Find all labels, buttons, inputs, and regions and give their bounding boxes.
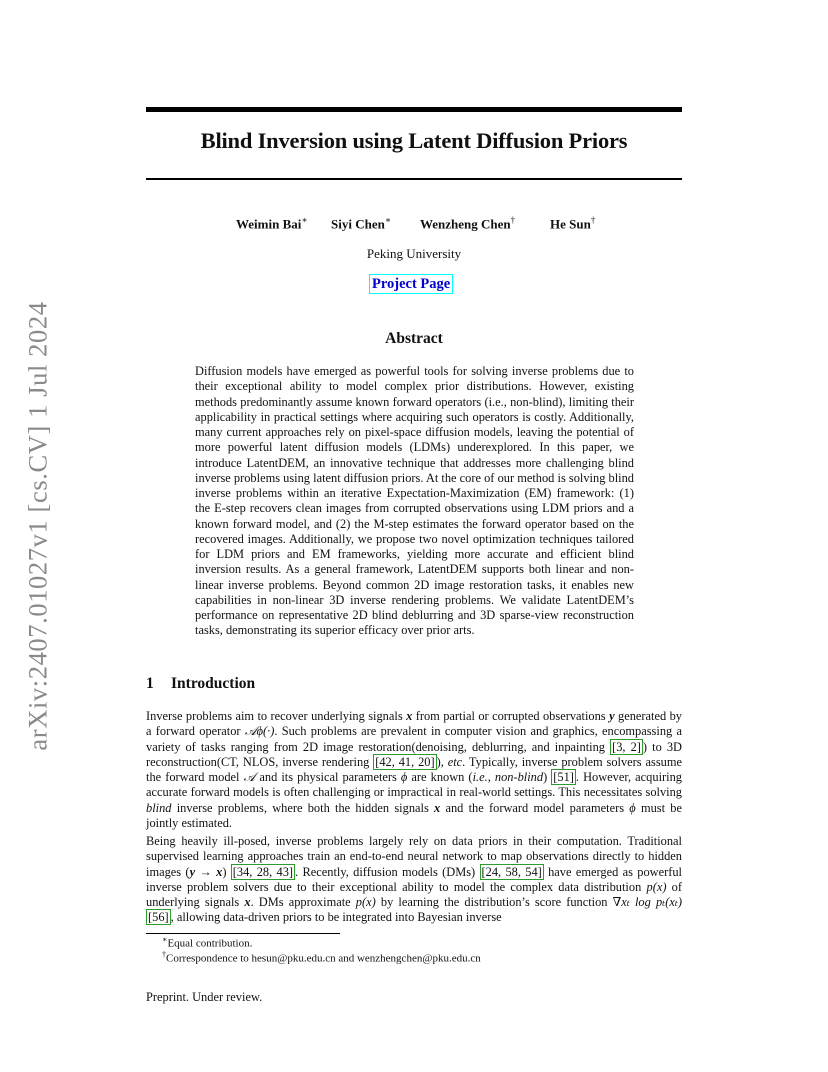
abstract-text: Diffusion models have emerged as powerful tools for solving inverse problems due to their exceptional ability to model complex prior distributions. However, existing methods predominantly assume known forward operators (i.e., non-blind), limiting their applicability in practical settings where acquiring such operators is costly. Additionally, many current approaches rely on pixel-space diffusion models, leaving the potential of more powerful latent diffusion models (LDMs) underexplored. In this paper, we introduce LatentDEM, an innovative technique that addresses more challenging blind inverse problems using latent diffusion priors. At the core of our method is solving blind inverse problems within an iterative Expectation-Maximization (EM) framework: (1) the E-step recovers clean images from corrupted observations using LDM priors and a known forward model, and (2) the M-step estimates the forward operator based on the recovered images. Additionally, we propose two novel optimization techniques tailored for LDM priors and EM frameworks, yielding more accurate and efficient blind inversion results. As a general framework, LatentDEM supports both linear and non-linear inverse problems. Beyond common 2D image restoration tasks, it enables new capabilities in non-linear 3D inverse rendering problems. We validate LatentDEM’s performance on representative 2D blind deblurring and 3D sparse-view reconstruction tasks, demonstrating its superior efficacy over prior arts. xyxy=(195,364,634,638)
abstract-heading: Abstract xyxy=(385,330,443,347)
title-top-rule xyxy=(146,107,682,112)
title-bottom-rule xyxy=(146,178,682,180)
citation-link[interactable]: [42, 41, 20] xyxy=(375,754,435,769)
citation-link[interactable]: [3, 2] xyxy=(612,739,641,754)
citation-link[interactable]: [56] xyxy=(148,910,169,925)
author: Wenzheng Chen† xyxy=(420,215,516,232)
author: Siyi Chen∗ xyxy=(331,215,391,232)
section-heading: 1 Introduction xyxy=(146,675,256,692)
preprint-note: Preprint. Under review. xyxy=(146,990,263,1004)
project-page-link[interactable]: Project Page xyxy=(369,274,453,294)
intro-paragraph-2: Being heavily ill-posed, inverse problems largely rely on data priors in their computation. Traditional supervised learning approaches train an end-to-end neural network to map observations directly to hidden images (y → x) [34, 28, 43] . Recently, diffusion models (DMs) [24, 58, 54] have emerged as powerful inverse problem solvers due to their exceptional ability to model the complex data distribution p(x) of underlying signals x. DMs approximate p(x) by learning the distribution’s score function ∇xₜ log pₜ(xₜ) [56] , allowing data-driven priors to be integrated into Bayesian inverse xyxy=(146,834,683,925)
citation-link[interactable]: [34, 28, 43] xyxy=(232,864,294,879)
author: Weimin Bai∗ xyxy=(236,215,308,232)
footnote: †Correspondence to hesun@pku.edu.cn and wenzhengchen@pku.edu.cn xyxy=(162,950,481,965)
intro-paragraph-1: Inverse problems aim to recover underlying signals x from partial or corrupted observations y generated by a forward operator 𝒜ϕ(·). Such problems are prevalent in computer vision and graphics, encompassing a variety of tasks ranging from 2D image restoration(denoising, deblurring, and inpainting [3, 2] ) to 3D reconstruction(CT, NLOS, inverse rendering [42, 41, 20] ), etc. Typically, inverse problem solvers assume the forward model 𝒜 and its physical parameters ϕ are known (i.e., non-blind) [51] . However, acquiring accurate forward models is often challenging or impractical in real-world settings. This necessitates solving blind inverse problems, where both the hidden signals x and the forward model parameters ϕ must be jointly estimated. xyxy=(146,709,682,830)
arxiv-stamp: arXiv:2407.01027v1 [cs.CV] 1 Jul 2024 xyxy=(22,301,53,751)
paper-title: Blind Inversion using Latent Diffusion Priors xyxy=(200,128,628,153)
author: He Sun† xyxy=(550,215,596,232)
footnote-rule xyxy=(146,933,340,934)
citation-link[interactable]: [51] xyxy=(553,770,574,784)
affiliation: Peking University xyxy=(366,246,462,261)
citation-link[interactable]: [24, 58, 54] xyxy=(481,864,542,879)
footnote: ∗Equal contribution. xyxy=(162,935,253,950)
